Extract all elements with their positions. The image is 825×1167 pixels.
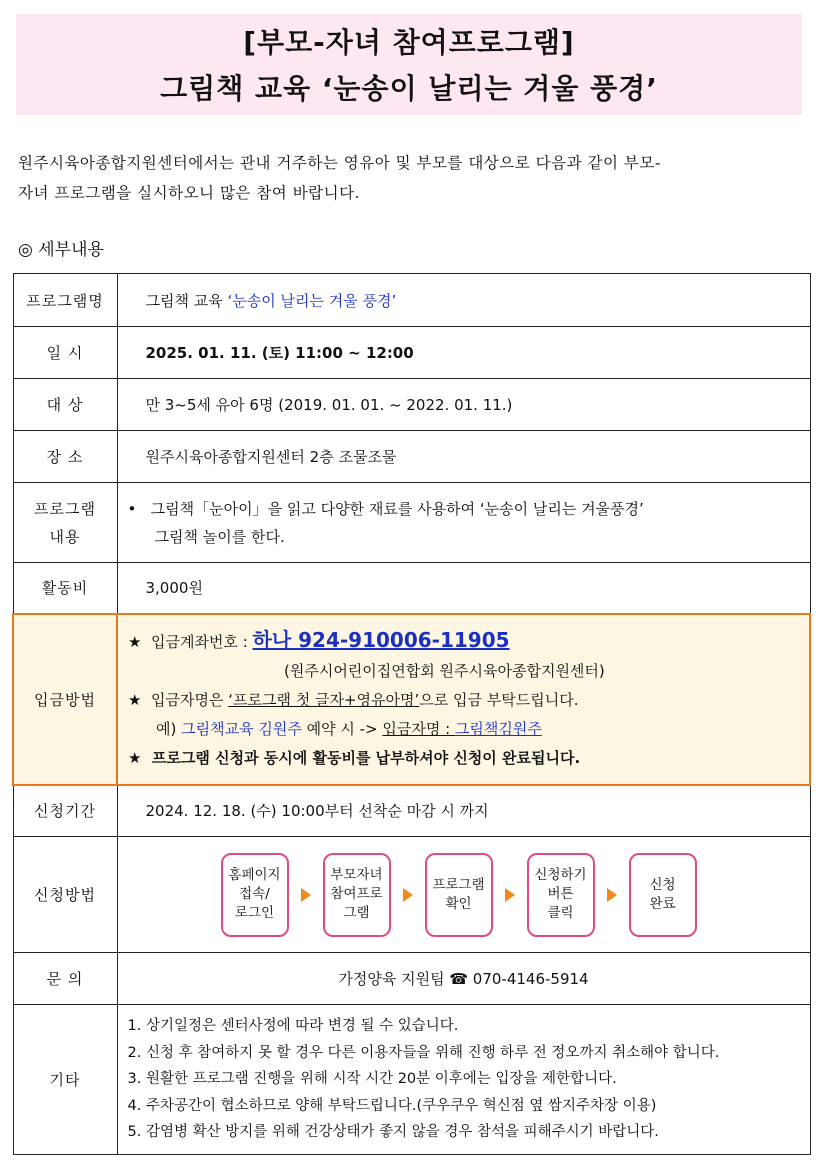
example-mid: 예약 시 -> xyxy=(301,719,383,738)
row-date xyxy=(13,327,810,379)
intro-line-2: 자녀 프로그램을 실시하오니 많은 참여 바랍니다. xyxy=(18,184,361,202)
note-item: 2. 신청 후 참여하지 못 할 경우 다른 이용자들을 위해 진행 하루 전 정오까지 취소해야 합니다. xyxy=(127,1044,720,1061)
note-item: 3. 원활한 프로그램 진행을 위해 시작 시간 20분 이후에는 입장을 제한합니다. xyxy=(127,1071,617,1088)
example-prefix: 예) xyxy=(156,719,182,738)
step-1-line-3: 로그인 xyxy=(234,905,275,921)
step-2-line-3: 그램 xyxy=(343,905,370,921)
step-4-line-3: 클릭 xyxy=(547,905,574,921)
date-value: 2025. 01. 11. (토) 11:00 ~ 12:00 xyxy=(117,327,810,379)
star-icon: ★ xyxy=(128,690,142,709)
content-line-2: 그림책 놀이를 한다. xyxy=(154,527,285,546)
content-value xyxy=(117,483,810,563)
fee-label: 활동비 xyxy=(13,563,117,614)
note-item: 4. 주차공간이 협소하므로 양해 부탁드립니다.(쿠우쿠우 혁신점 옆 쌈지주차장 이용) xyxy=(127,1097,657,1114)
intro-paragraph xyxy=(18,148,808,208)
row-etc xyxy=(13,1005,810,1155)
contact-value: 가정양육 지원팀 ☎ 070-4146-5914 xyxy=(117,953,810,1005)
depositor-prefix: 입금자명은 xyxy=(151,690,229,709)
method-label: 신청방법 xyxy=(13,837,117,953)
example-name: 그림책교육 김원주 xyxy=(181,719,302,738)
step-box-3 xyxy=(425,853,493,937)
example-value: 그림책김원주 xyxy=(454,719,542,738)
row-content xyxy=(13,483,810,563)
arrow-right-icon xyxy=(403,888,413,902)
arrow-right-icon xyxy=(505,888,515,902)
step-4-line-1: 신청하기 xyxy=(534,867,587,883)
step-2-line-1: 부모자녀 xyxy=(330,867,383,883)
content-line-1: 그림책「눈아이」을 읽고 다양한 재료를 사용하여 ‘눈송이 날리는 겨울풍경’ xyxy=(150,499,644,518)
arrow-right-icon xyxy=(607,888,617,902)
note-item: 5. 감염병 확산 방지를 위해 건강상태가 좋지 않을 경우 참석을 피해주시기 바랍니다. xyxy=(127,1124,659,1141)
row-fee xyxy=(13,563,810,614)
star-icon: ★ xyxy=(128,632,142,651)
step-box-1 xyxy=(221,853,289,937)
step-3-line-2: 확인 xyxy=(445,895,472,912)
step-4-line-2: 버튼 xyxy=(547,886,574,902)
intro-line-1: 원주시육아종합지원센터에서는 관내 거주하는 영유아 및 부모를 대상으로 다음과 같이 부모- xyxy=(18,154,661,172)
details-table xyxy=(12,273,811,1155)
row-contact xyxy=(13,953,810,1005)
program-prefix: 그림책 교육 xyxy=(145,291,228,310)
account-holder: (원주시어린이집연합회 원주시육아종합지원센터) xyxy=(284,661,605,680)
step-2-line-2: 참여프로 xyxy=(330,886,383,902)
period-label: 신청기간 xyxy=(13,785,117,837)
step-5-line-1: 신청 xyxy=(649,876,676,893)
content-label-line-1: 프로그램 xyxy=(34,499,96,518)
target-label: 대 상 xyxy=(13,379,117,431)
content-label xyxy=(13,483,117,563)
content-label-line-2: 내용 xyxy=(49,527,81,546)
example-label: 입금자명 : xyxy=(382,719,455,738)
star-icon: ★ xyxy=(128,748,142,767)
program-title: ‘눈송이 날리는 겨울 풍경’ xyxy=(227,291,397,310)
account-number: 하나 924-910006-11905 xyxy=(252,627,510,652)
row-payment xyxy=(13,614,810,785)
payment-label: 입금방법 xyxy=(13,614,117,785)
depositor-suffix: 으로 입금 부탁드립니다. xyxy=(419,690,579,709)
account-label: 입금계좌번호 : xyxy=(151,632,253,651)
note-item: 1. 상기일정은 센터사정에 따라 변경 될 수 있습니다. xyxy=(127,1018,459,1035)
payment-value xyxy=(117,614,810,785)
method-flow xyxy=(117,837,810,953)
step-box-5 xyxy=(629,853,697,937)
row-program xyxy=(13,274,810,327)
fee-value: 3,000원 xyxy=(117,563,810,614)
title-line-2: 그림책 교육 ‘눈송이 날리는 겨울 풍경’ xyxy=(160,72,658,105)
date-label: 일 시 xyxy=(13,327,117,379)
depositor-rule: ‘프로그램 첫 글자+영유아명’ xyxy=(228,690,420,709)
contact-label: 문 의 xyxy=(13,953,117,1005)
content-bullet: • xyxy=(127,499,137,518)
title-line-1: [부모-자녀 참여프로그램] xyxy=(243,26,575,59)
etc-notes xyxy=(117,1005,810,1155)
payment-notice: 프로그램 신청과 동시에 활동비를 납부하셔야 신청이 완료됩니다. xyxy=(151,748,581,767)
step-box-4 xyxy=(527,853,595,937)
step-1-line-1: 홈페이지 xyxy=(228,867,281,883)
place-label: 장 소 xyxy=(13,431,117,483)
section-heading: ◎ 세부내용 xyxy=(18,240,104,260)
program-value xyxy=(117,274,810,327)
program-label: 프로그램명 xyxy=(13,274,117,327)
step-box-2 xyxy=(323,853,391,937)
step-5-line-2: 완료 xyxy=(649,895,676,912)
row-period xyxy=(13,785,810,837)
place-value: 원주시육아종합지원센터 2층 조물조물 xyxy=(117,431,810,483)
step-1-line-2: 접속/ xyxy=(239,886,270,902)
arrow-right-icon xyxy=(301,888,311,902)
title-banner xyxy=(16,14,802,115)
row-place xyxy=(13,431,810,483)
period-value: 2024. 12. 18. (수) 10:00부터 선착순 마감 시 까지 xyxy=(117,785,810,837)
row-target xyxy=(13,379,810,431)
row-method xyxy=(13,837,810,953)
target-value: 만 3~5세 유아 6명 (2019. 01. 01. ~ 2022. 01. 11.) xyxy=(117,379,810,431)
step-3-line-1: 프로그램 xyxy=(432,876,485,893)
etc-label: 기타 xyxy=(13,1005,117,1155)
